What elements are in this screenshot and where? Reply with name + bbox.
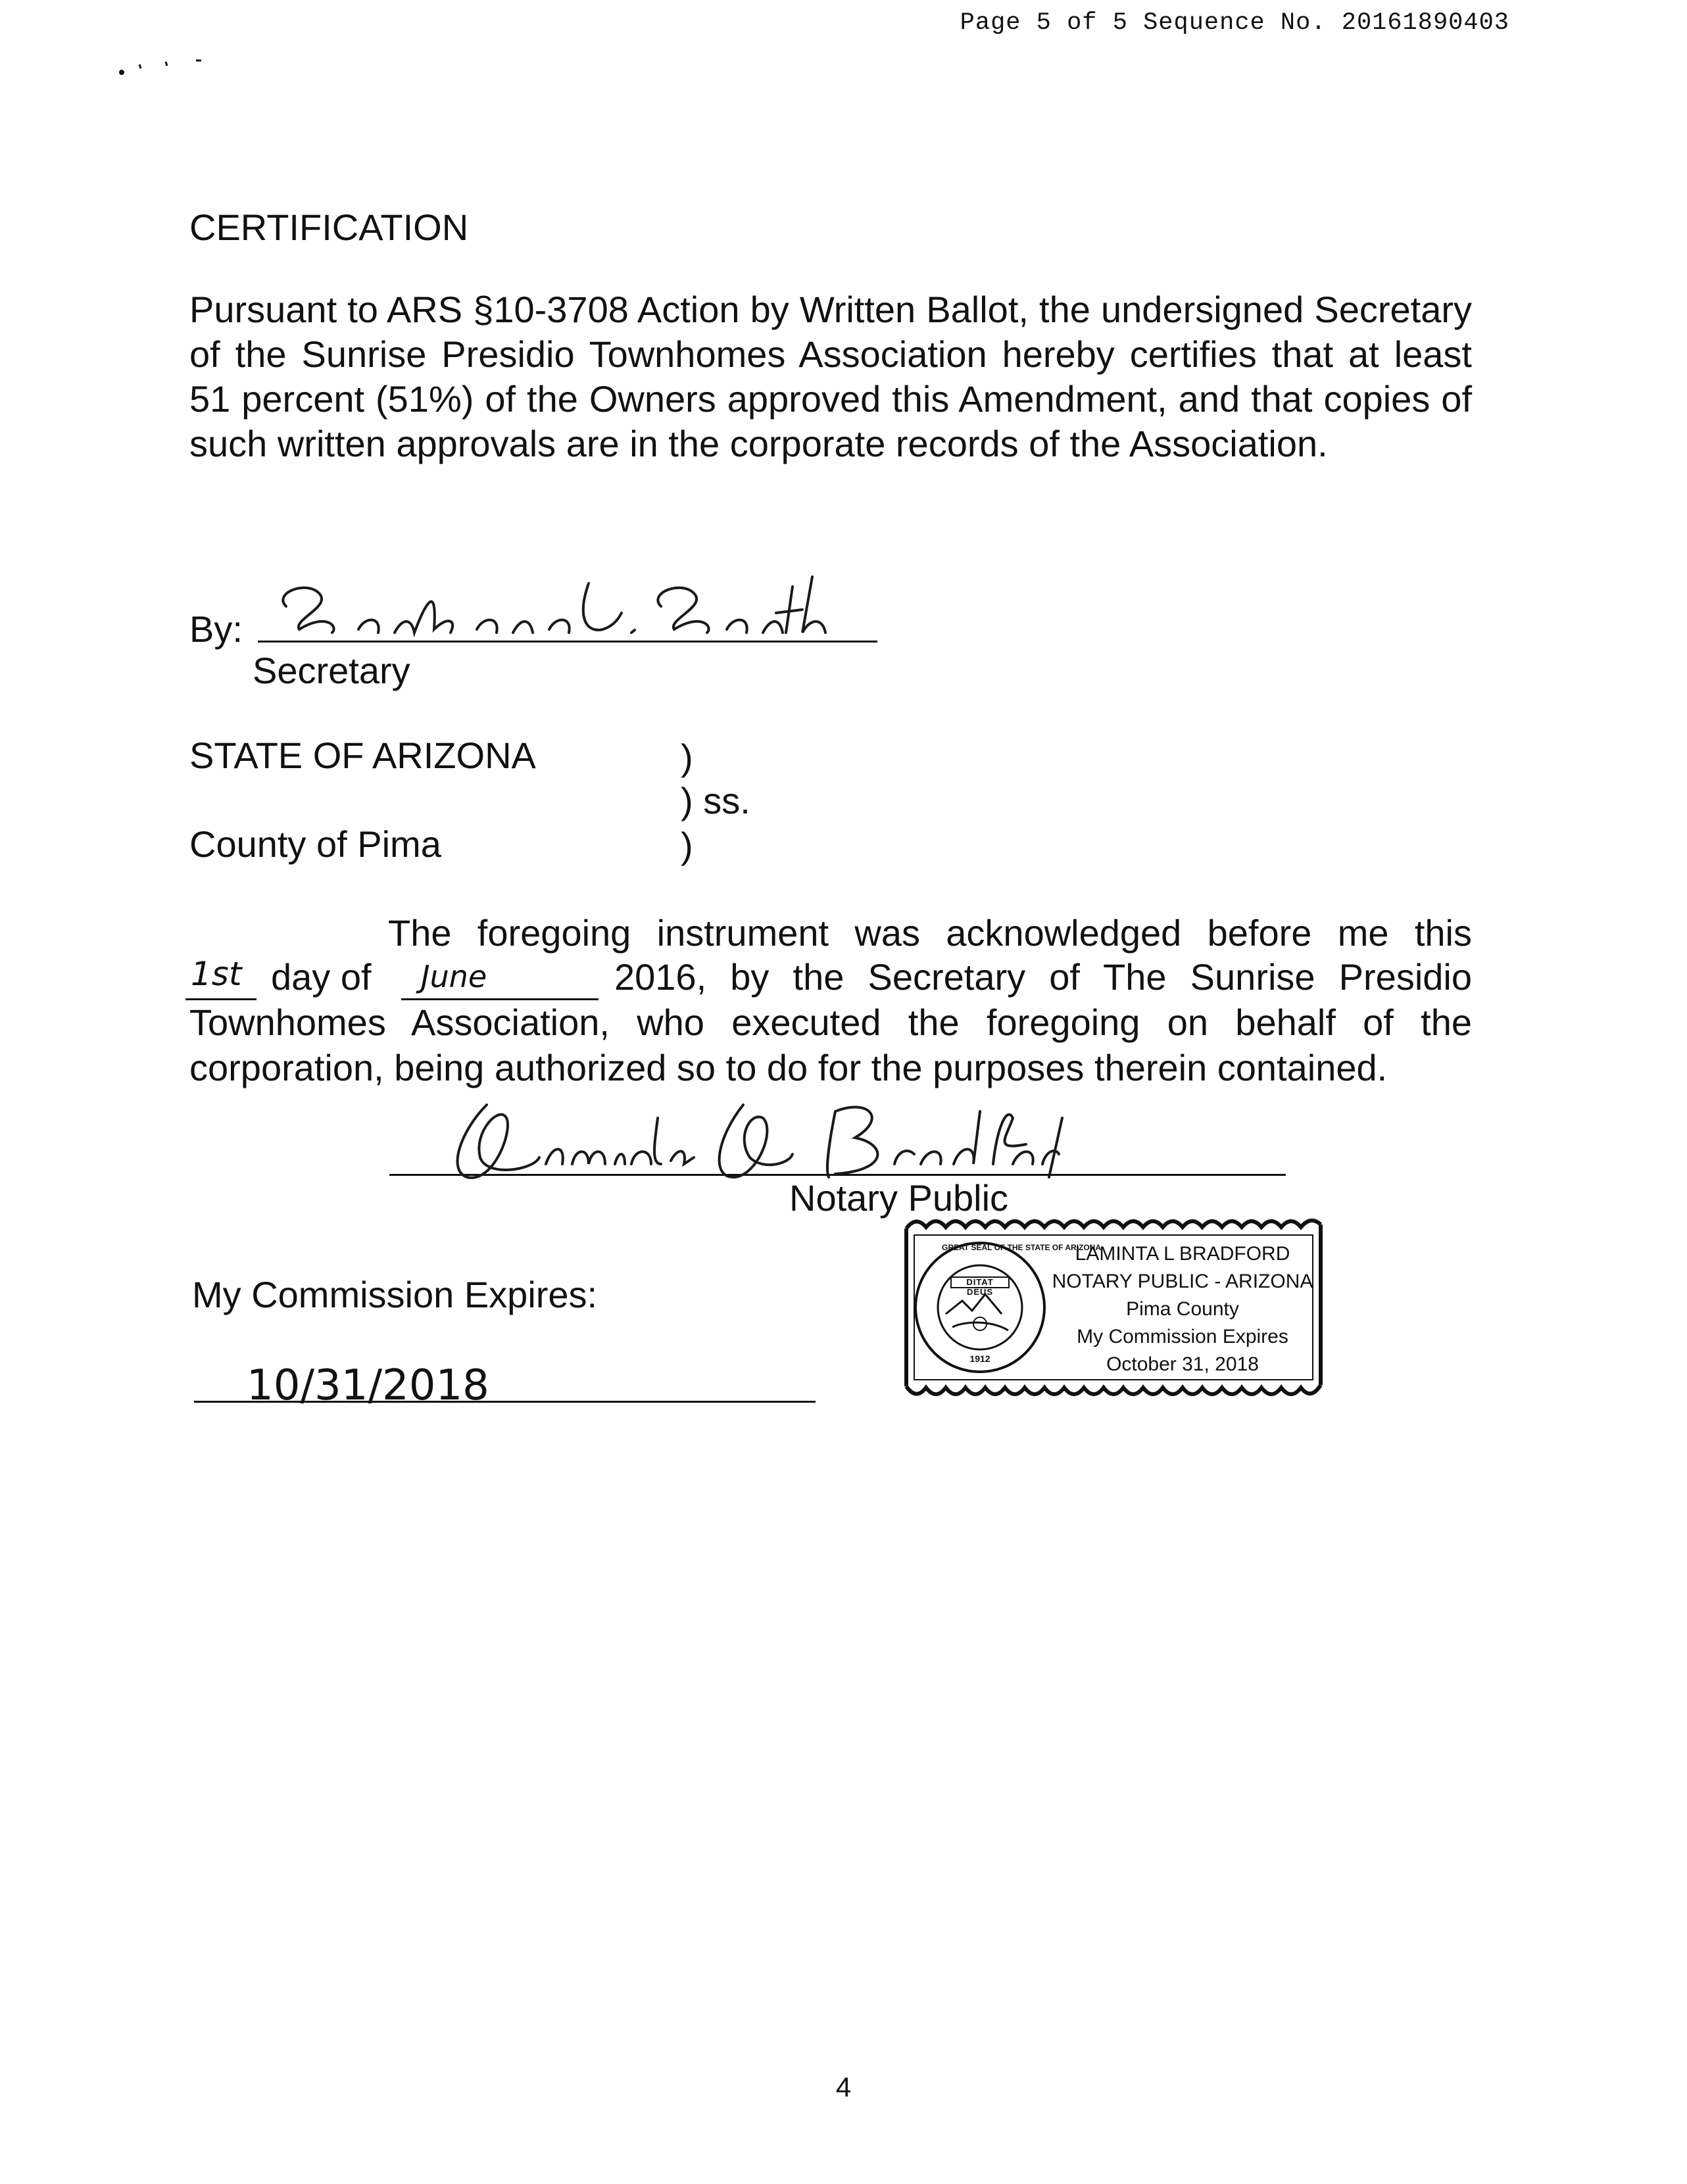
scan-specks xyxy=(118,53,224,79)
secretary-signature-scrawl xyxy=(266,567,832,652)
by-label: By: xyxy=(189,608,243,650)
page-header: Page 5 of 5 Sequence No. 20161890403 xyxy=(960,9,1509,37)
notary-seal-stamp xyxy=(900,1209,1326,1406)
ack-line-3: Townhomes Association, who executed the foregoing on behalf of the xyxy=(189,1002,1472,1043)
seal-expires-label: My Commission Expires xyxy=(1077,1326,1288,1347)
seal-county: Pima County xyxy=(1126,1298,1239,1320)
secretary-role: Secretary xyxy=(253,650,410,691)
venue-county: County of Pima xyxy=(189,823,441,865)
ack-line-2: 2016, by the Secretary of The Sunrise Presidio xyxy=(614,956,1472,998)
secretary-signature xyxy=(266,567,832,652)
day-of-label: day of xyxy=(271,956,372,998)
seal-motto: DITAT DEUS xyxy=(966,1277,994,1297)
commission-label: My Commission Expires: xyxy=(192,1274,598,1315)
ack-line-1: The foregoing instrument was acknowledged before me this xyxy=(388,912,1472,954)
certification-title: CERTIFICATION xyxy=(189,206,469,248)
seal-text-block xyxy=(1044,1240,1321,1378)
venue-ss: ) ss. xyxy=(681,780,750,821)
venue-paren-3: ) xyxy=(681,825,693,866)
venue-paren-1: ) xyxy=(681,737,693,778)
seal-title: NOTARY PUBLIC - ARIZONA xyxy=(1052,1271,1313,1292)
ack-line-4: corporation, being authorized so to do for the purposes therein contained. xyxy=(189,1047,1388,1088)
certification-paragraph: Pursuant to ARS §10-3708 Action by Written Ballot, the undersigned Secretary of the Sunrise Presidio Townhomes Association hereby certifies that at least 51 percent (51%) of the Owners approved this Amendment, and that copies of such written approvals are in the corporate records of the Association. xyxy=(189,289,1472,464)
venue-state: STATE OF ARIZONA xyxy=(189,735,536,776)
notary-title: Notary Public xyxy=(789,1177,1009,1219)
seal-year: 1912 xyxy=(969,1353,990,1364)
seal-expires-date: October 31, 2018 xyxy=(1106,1353,1259,1375)
day-handwritten: 1st xyxy=(191,955,242,993)
commission-date-handwritten: 10/31/2018 xyxy=(247,1361,489,1410)
seal-ring-text: GREAT SEAL OF THE STATE OF ARIZONA xyxy=(942,1243,1101,1252)
month-handwritten: June xyxy=(421,959,487,994)
page-number: 4 xyxy=(835,2072,852,2102)
seal-name: LAMINTA L BRADFORD xyxy=(1075,1243,1290,1265)
